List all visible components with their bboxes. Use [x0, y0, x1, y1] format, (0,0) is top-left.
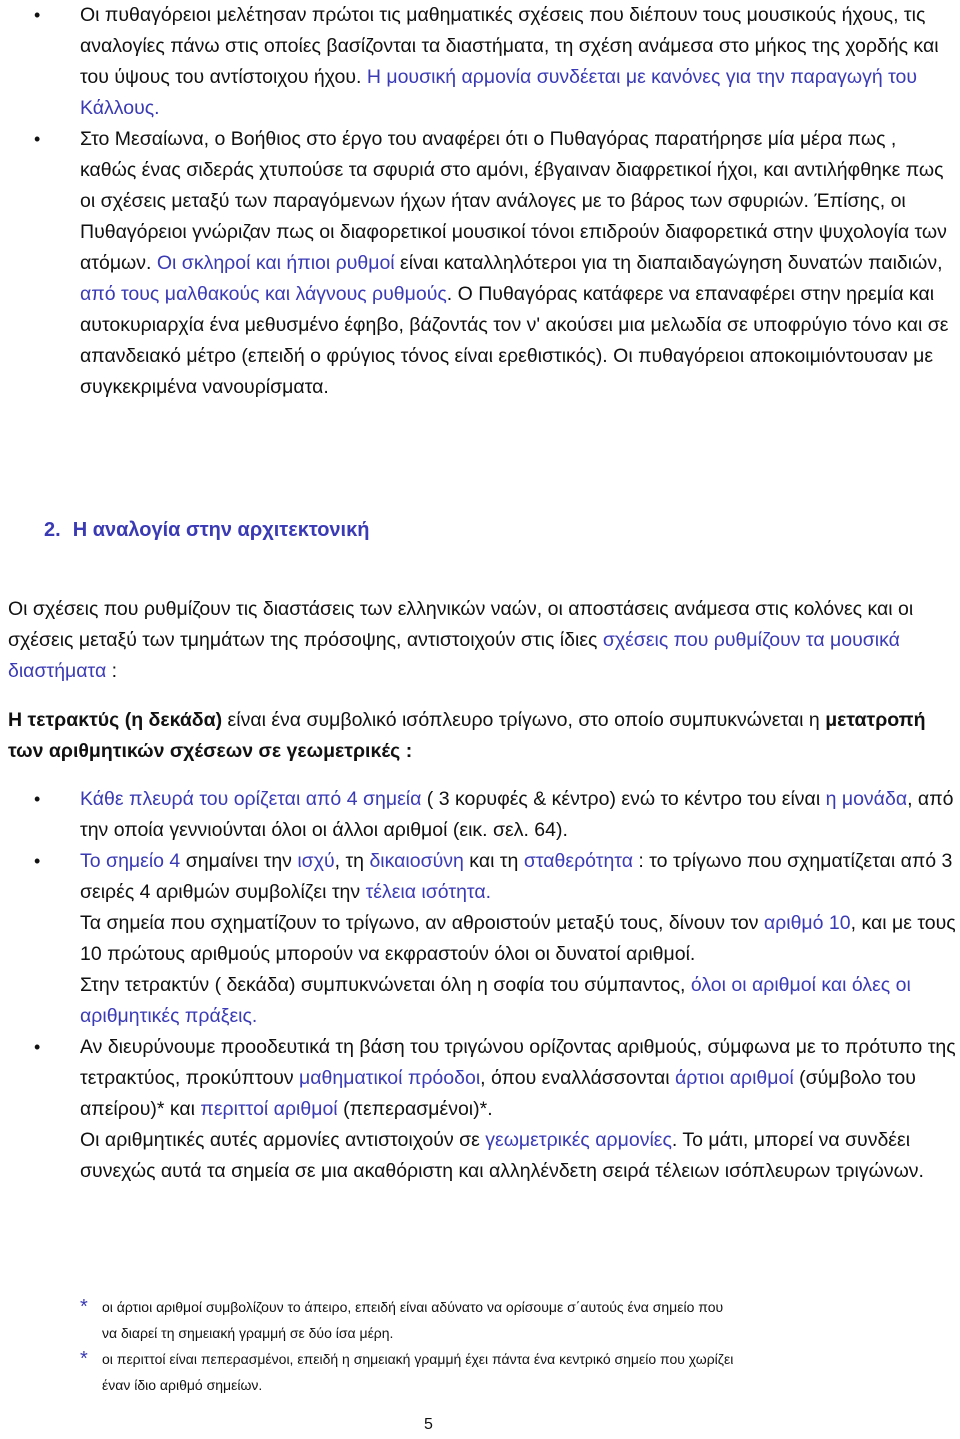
tetraktys-list — [0, 784, 956, 1187]
highlight-text: αριθμό 10 — [763, 912, 851, 934]
sub-paragraph — [80, 1125, 956, 1187]
highlight-text: όλοι οι αριθμοί και όλες οι αριθμητικές πράξεις. — [80, 974, 911, 1027]
bullet-icon: • — [34, 129, 41, 149]
text-run: Στην τετρακτύν ( δεκάδα) συμπυκνώνεται όλη η σοφία του σύμπαντος, — [80, 974, 691, 996]
section1-list — [0, 0, 956, 403]
list-item — [0, 124, 956, 403]
text-run: Οι πυθαγόρειοι μελέτησαν πρώτοι τις μαθηματικές σχέσεις που διέπουν τους μουσικούς ήχους, τις αναλογίες πάνω στις οποίες βασίζονται τα διαστήματα, τη σχέση ανάμεσα στο μήκος της χορδής και του ύψους του αντίστοιχου ήχου. — [80, 4, 939, 88]
asterisk-icon: * — [80, 1348, 88, 1370]
highlight-text: Κάθε πλευρά του ορίζεται από 4 σημεία — [80, 788, 422, 810]
footnote-text: οι περιττοί είναι πεπερασμένοι, επειδή η σημειακή γραμμή έχει πάντα ένα κεντρικό σημείο που χωρίζει έναν ίδιο αριθμό σημείων. — [102, 1351, 734, 1393]
highlight-text: ισχύ — [297, 850, 335, 872]
text-run: Στο Μεσαίωνα, ο Βοήθιος στο έργο του αναφέρει ότι ο Πυθαγόρας παρατήρησε μία μέρα πως , καθώς ένας σιδεράς χτυπούσε τα σφυριά στο αμόνι, έβγαιναν διαφρετικοί ήχοι, και αντιλήφθηκε πως οι σχέσεις μεταξύ των παραγόμενων ήχων ήταν ανάλογες με το βάρος των σφυριών. Έπίσης, οι Πυθαγόρειοι γνώριζαν πως οι διαφορετικοί μουσικοί τόνοι επιδρούν διαφορετικά στην ψυχολογία των ατόμων. — [80, 128, 947, 274]
highlight-text: από τους μαλθακούς και λάγνους ρυθμούς — [80, 283, 447, 305]
text-run: σημαίνει την — [180, 850, 298, 872]
section-title: Η αναλογία στην αρχιτεκτονική — [72, 519, 370, 541]
highlight-text: Οι σκληροί και ήπιοι ρυθμοί — [156, 252, 395, 274]
sub-paragraph — [80, 908, 956, 970]
list-item — [0, 1032, 956, 1187]
list-item — [0, 0, 956, 124]
highlight-text: δικαιοσύνη — [369, 850, 464, 872]
list-item — [0, 784, 956, 846]
bullet-icon: • — [34, 789, 41, 809]
text-run: , τη — [334, 850, 370, 872]
text-run: : το τρίγωνο που σχηματίζεται από 3 σειρές 4 αριθμών συμβολίζει την — [80, 850, 953, 903]
text-run: (σύμβολο του απείρου)* και — [80, 1067, 916, 1120]
highlight-text: μαθηματικοί πρόοδοι — [299, 1067, 481, 1089]
section-heading — [44, 519, 369, 542]
text-run: , όπου εναλλάσσονται — [480, 1067, 675, 1089]
highlight-text: περιττοί αριθμοί — [200, 1098, 338, 1120]
sub-paragraph — [80, 970, 956, 1032]
footnote — [80, 1294, 740, 1346]
text-run: . Το μάτι, μπορεί να συνδέει συνεχώς αυτά τα σημεία σε μια ακαθόριστη και αλληλένδετη σειρά τέλειων ισόπλευρων τριγώνων. — [80, 1129, 924, 1182]
text-run: Οι σχέσεις που ρυθμίζουν τις διαστάσεις των ελληνικών ναών, οι αποστάσεις ανάμεσα στις κολόνες και οι σχέσεις μεταξύ των τμημάτων της πρόσοψης, αντιστοιχούν στις ίδιες — [8, 598, 914, 651]
asterisk-icon: * — [80, 1296, 88, 1318]
text-run: , από την οποία γεννιούνται όλοι οι άλλοι αριθμοί (εικ. σελ. 64). — [80, 788, 954, 841]
highlight-text: σχέσεις που ρυθμίζουν τα μουσικά διαστήματα — [8, 629, 900, 682]
bullet-icon: • — [34, 1037, 41, 1057]
highlight-text: σταθερότητα — [523, 850, 633, 872]
bullet-icon: • — [34, 851, 41, 871]
text-run: : — [106, 660, 118, 682]
text-run: είναι καταλληλότεροι για τη διαπαιδαγώγηση δυνατών παιδιών, — [394, 252, 943, 274]
bold-text: Η τετρακτύς (η δεκάδα) — [8, 709, 223, 731]
text-run: Οι αριθμητικές αυτές αρμονίες αντιστοιχούν σε — [80, 1129, 486, 1151]
text-run: . Ο Πυθαγόρας κατάφερε να επαναφέρει στην ηρεμία και αυτοκυριαρχία ένα μεθυσμένο έφηβο, βάζοντάς τον ν' ακούσει μια μελωδία σε υποφρύγιο τόνο και σε απανδειακό μέτρο (επειδή ο φρύγιος τόνος είναι ερεθιστικός). Οι πυθαγόρειοι αποκοιμιόντουσαν με συγκεκριμένα νανουρίσματα. — [80, 283, 949, 398]
text-run: Αν διευρύνουμε προοδευτικά τη βάση του τριγώνου ορίζοντας αριθμούς, σύμφωνα με το πρότυπο της τετρακτύος, προκύπτουν — [80, 1036, 956, 1089]
section-number: 2. — [44, 519, 61, 541]
bullet-icon: • — [34, 5, 41, 25]
bold-text: μετατροπή των αριθμητικών σχέσεων σε γεωμετρικές : — [8, 709, 926, 762]
footnote-text: οι άρτιοι αριθμοί συμβολίζουν το άπειρο, επειδή είναι αδύνατο να ορίσουμε σ΄αυτούς ένα σημείο που να διαρεί τη σημειακή γραμμή σε δύο ίσα μέρη. — [102, 1299, 724, 1341]
text-run: Τα σημεία που σχηματίζουν το τρίγωνο, αν αθροιστούν μεταξύ τους, δίνουν τον — [80, 912, 764, 934]
highlight-text: άρτιοι αριθμοί — [674, 1067, 794, 1089]
list-item — [0, 846, 956, 1032]
highlight-text: Η μουσική αρμονία συνδέεται με κανόνες για την παραγωγή του Κάλλους. — [80, 66, 918, 119]
highlight-text: γεωμετρικές αρμονίες — [485, 1129, 672, 1151]
text-run: (πεπερασμένοι)*. — [337, 1098, 493, 1120]
text-run: ( 3 κορυφές & κέντρο) ενώ το κέντρο του είναι — [421, 788, 826, 810]
highlight-text: τέλεια ισότητα. — [365, 881, 492, 903]
footnote — [80, 1346, 740, 1398]
page-number: 5 — [424, 1416, 433, 1433]
text-run: είναι ένα συμβολικό ισόπλευρο τρίγωνο, στο οποίο συμπυκνώνεται η — [222, 709, 826, 731]
intro-paragraph — [8, 594, 954, 687]
tetraktys-paragraph — [8, 705, 954, 767]
text-run: , και με τους 10 πρώτους αριθμούς μπορούν να εκφραστούν όλοι οι δυνατοί αριθμοί. — [80, 912, 956, 965]
highlight-text: η μονάδα — [825, 788, 908, 810]
highlight-text: Το σημείο 4 — [80, 850, 181, 872]
text-run: και τη — [463, 850, 524, 872]
